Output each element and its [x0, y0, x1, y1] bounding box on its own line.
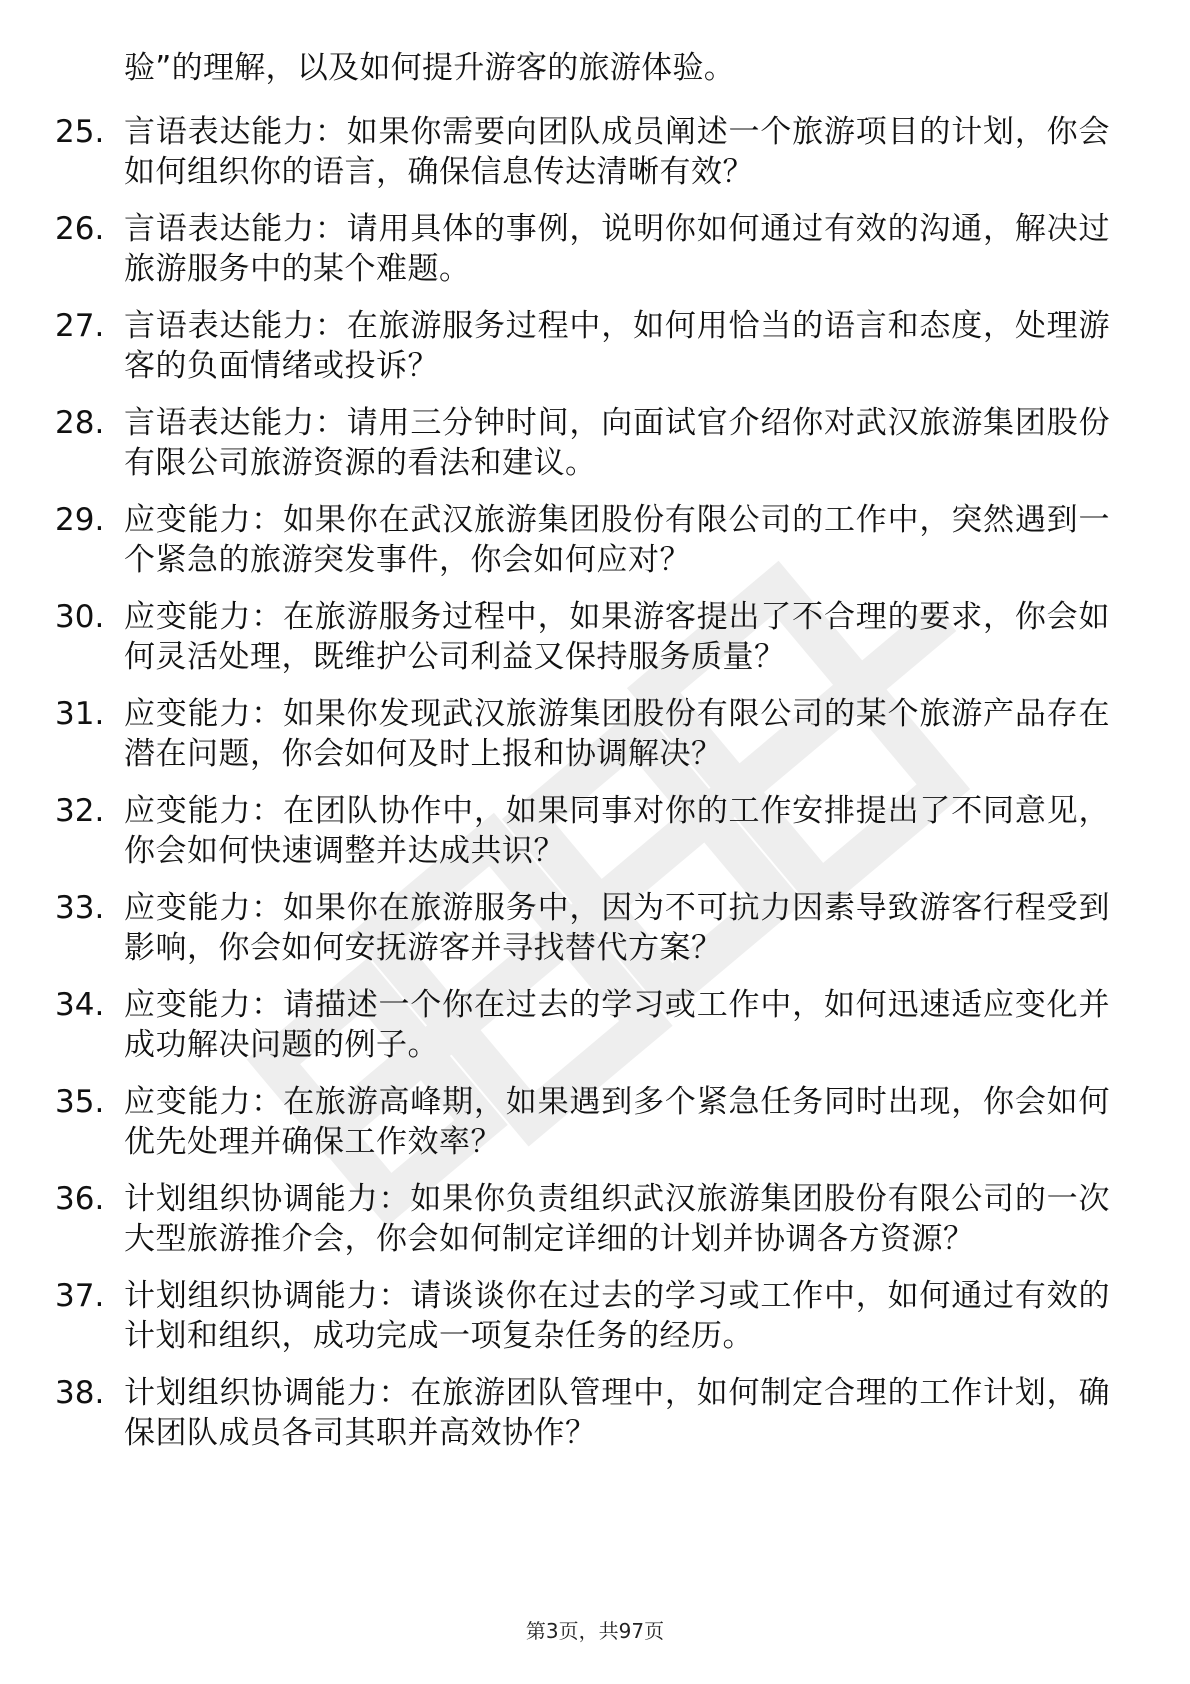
- continuation-text: 验”的理解，以及如何提升游客的旅游体验。: [124, 50, 736, 86]
- question-text: 应变能力：在旅游高峰期，如果遇到多个紧急任务同时出现，你会如何优先处理并确保工作效率？: [124, 1084, 1110, 1160]
- question-item: [0, 985, 1190, 1065]
- question-item: [0, 1082, 1190, 1162]
- question-text: 计划组织协调能力：如果你负责组织武汉旅游集团股份有限公司的一次大型旅游推介会，你会如何制定详细的计划并协调各方资源？: [124, 1181, 1110, 1257]
- question-text: 应变能力：如果你在旅游服务中，因为不可抗力因素导致游客行程受到影响，你会如何安抚游客并寻找替代方案？: [124, 890, 1110, 966]
- question-number: 31.: [55, 696, 105, 732]
- question-number: 38.: [55, 1375, 105, 1411]
- question-item: [0, 306, 1190, 386]
- question-item: [0, 1276, 1190, 1356]
- question-number: 26.: [55, 211, 105, 247]
- question-text: 言语表达能力：请用具体的事例，说明你如何通过有效的沟通，解决过旅游服务中的某个难题。: [124, 211, 1110, 287]
- question-text: 应变能力：如果你发现武汉旅游集团股份有限公司的某个旅游产品存在潜在问题，你会如何及时上报和协调解决？: [124, 696, 1110, 772]
- question-text: 言语表达能力：如果你需要向团队成员阐述一个旅游项目的计划，你会如何组织你的语言，确保信息传达清晰有效？: [124, 114, 1110, 190]
- question-item: [0, 791, 1190, 871]
- question-item: [0, 1373, 1190, 1453]
- question-number: 37.: [55, 1278, 105, 1314]
- question-number: 33.: [55, 890, 105, 926]
- page-number-footer: 第3页，共97页: [525, 1619, 665, 1643]
- question-text: 应变能力：在团队协作中，如果同事对你的工作安排提出了不同意见，你会如何快速调整并达成共识？: [124, 793, 1110, 869]
- question-number: 25.: [55, 114, 105, 150]
- question-item: [0, 403, 1190, 483]
- question-item: [0, 209, 1190, 289]
- question-number: 29.: [55, 502, 105, 538]
- question-text: 言语表达能力：请用三分钟时间，向面试官介绍你对武汉旅游集团股份有限公司旅游资源的看法和建议。: [124, 405, 1110, 481]
- question-text: 计划组织协调能力：在旅游团队管理中，如何制定合理的工作计划，确保团队成员各司其职并高效协作？: [124, 1375, 1110, 1451]
- question-item: [0, 694, 1190, 774]
- question-text: 言语表达能力：在旅游服务过程中，如何用恰当的语言和态度，处理游客的负面情绪或投诉？: [124, 308, 1110, 384]
- question-item: [0, 597, 1190, 677]
- question-text: 应变能力：请描述一个你在过去的学习或工作中，如何迅速适应变化并成功解决问题的例子。: [124, 987, 1110, 1063]
- question-item: [0, 500, 1190, 580]
- question-number: 30.: [55, 599, 105, 635]
- question-number: 28.: [55, 405, 105, 441]
- question-list: [0, 112, 1190, 1470]
- question-item: [0, 888, 1190, 968]
- question-number: 34.: [55, 987, 105, 1023]
- question-text: 应变能力：如果你在武汉旅游集团股份有限公司的工作中，突然遇到一个紧急的旅游突发事件，你会如何应对？: [124, 502, 1110, 578]
- question-number: 32.: [55, 793, 105, 829]
- question-item: [0, 112, 1190, 192]
- question-text: 应变能力：在旅游服务过程中，如果游客提出了不合理的要求，你会如何灵活处理，既维护公司利益又保持服务质量？: [124, 599, 1110, 675]
- question-item: [0, 1179, 1190, 1259]
- question-number: 35.: [55, 1084, 105, 1120]
- question-number: 27.: [55, 308, 105, 344]
- question-text: 计划组织协调能力：请谈谈你在过去的学习或工作中，如何通过有效的计划和组织，成功完成一项复杂任务的经历。: [124, 1278, 1110, 1354]
- question-number: 36.: [55, 1181, 105, 1217]
